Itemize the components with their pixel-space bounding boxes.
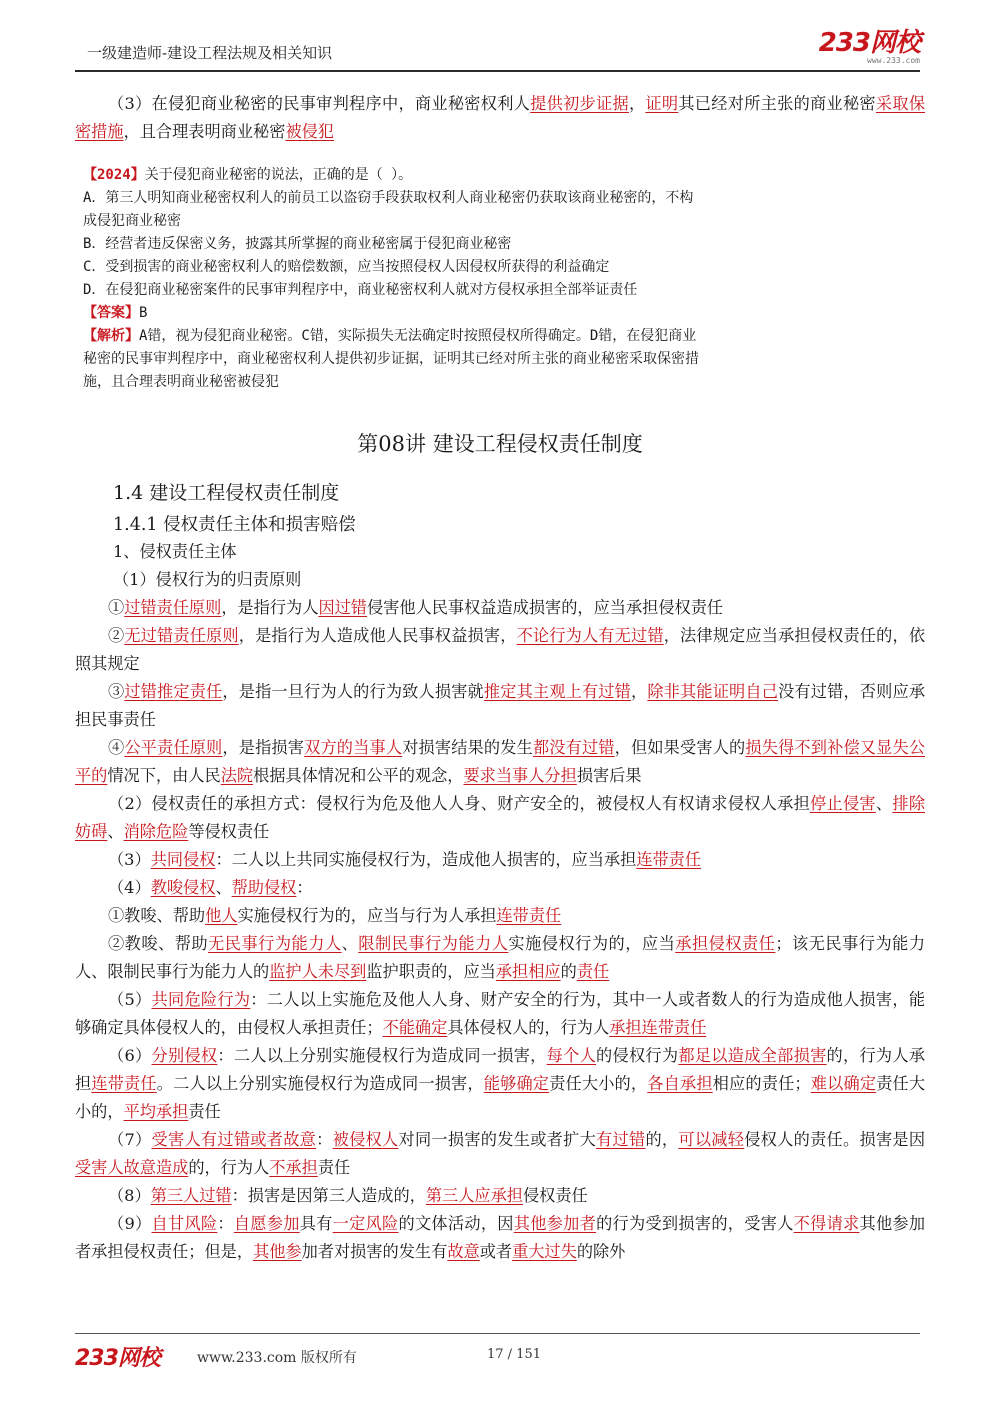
body-text: 的侵权行为 <box>596 1046 679 1065</box>
emphasis-text: 排除妨碍 <box>75 794 926 841</box>
brand-logo-url: www.233.com <box>867 56 920 65</box>
body-text: ① <box>108 598 125 617</box>
body-text: 、 <box>215 878 232 897</box>
analysis-line-2: 秘密的民事审判程序中，商业秘密权利人提供初步证据，证明其已经对所主张的商业秘密采取保密措 <box>83 351 699 367</box>
emphasis-text: 过错推定责任 <box>124 682 223 701</box>
emphasis-text: 他人 <box>205 906 238 925</box>
body-text: ，且合理表明商业秘密 <box>123 122 286 141</box>
body-text: ， <box>631 682 648 701</box>
emphasis-text: 连带责任 <box>496 906 562 925</box>
emphasis-text: 不论行为人有无过错 <box>516 626 664 645</box>
emphasis-text: 自甘风险 <box>151 1214 218 1233</box>
page-header <box>75 30 920 70</box>
body-text: ，但如果受害人的 <box>614 738 746 757</box>
section-heading-1-4-1: 1.4.1 侵权责任主体和损害赔偿 <box>113 515 356 535</box>
body-text: ：损害是因第三人造成的， <box>231 1186 426 1205</box>
body-text: （7） <box>108 1130 152 1149</box>
emphasis-text: 其他参 <box>253 1242 302 1261</box>
emphasis-text: 连带责任 <box>636 850 702 869</box>
emphasis-text: 要求当事人分担 <box>463 766 577 785</box>
emphasis-text: 重大过失 <box>512 1242 577 1261</box>
victim-fault <box>75 1126 925 1182</box>
body-text: ： <box>217 1214 234 1233</box>
body-text: 监护职责的，应当 <box>366 962 496 981</box>
emphasis-text: 损失得不到补偿又显失公平的 <box>75 738 926 785</box>
joint-danger <box>75 986 925 1042</box>
option-c: C．受到损害的商业秘密权利人的赔偿数额，应当按照侵权人因侵权所获得的利益确定 <box>83 259 610 275</box>
emphasis-text: 监护人未尽到 <box>269 962 367 981</box>
body-text: 其他参加者承担侵权责任；但是， <box>75 1214 926 1261</box>
principle-fault <box>75 594 925 622</box>
abetting-others <box>75 902 925 930</box>
body-text: 侵权责任 <box>523 1186 588 1205</box>
body-text: ： <box>296 878 313 897</box>
emphasis-text: 无民事行为能力人 <box>208 934 342 953</box>
emphasis-text: 双方的当事人 <box>304 738 403 757</box>
body-text: 的文体活动，因 <box>398 1214 514 1233</box>
emphasis-text: 除非其能证明自己 <box>647 682 779 701</box>
emphasis-text: 连带责任 <box>91 1074 157 1093</box>
body-text: 侵害他人民事权益造成损害的，应当承担侵权责任 <box>367 598 724 617</box>
lecture-title: 第08讲 建设工程侵权责任制度 <box>357 432 643 456</box>
emphasis-text: 有过错 <box>596 1130 646 1149</box>
body-text: ② <box>108 626 125 645</box>
principle-no-fault <box>75 622 925 678</box>
body-text: 、 <box>875 794 893 813</box>
emphasis-text: 承担相应 <box>495 962 561 981</box>
body-text: ：二人以上实施危及他人人身、财产安全的行为，其中一人或者数人的行为造成他人损害，能够确定具体侵权人的，由侵权人承担责任； <box>75 990 926 1037</box>
emphasis-text: 一定风险 <box>332 1214 399 1233</box>
emphasis-text: 其他参加者 <box>513 1214 597 1233</box>
body-text: ④ <box>108 738 125 757</box>
brand-logo <box>819 30 920 65</box>
emphasis-text: 承担连带责任 <box>609 1018 707 1037</box>
emphasis-text: 第三人过错 <box>150 1186 232 1205</box>
body-text: 责任 <box>317 1158 351 1177</box>
emphasis-text: 不承担 <box>269 1158 318 1177</box>
body-text: 责任大小的， <box>549 1074 648 1093</box>
emphasis-text: 可以减轻 <box>678 1130 745 1149</box>
emphasis-text: 都没有过错 <box>532 738 615 757</box>
emphasis-text: 教唆侵权 <box>150 878 216 897</box>
emphasis-text: 提供初步证据 <box>530 94 629 113</box>
body-text: 情况下，由人民 <box>107 766 221 785</box>
body-text: ③ <box>108 682 125 701</box>
body-text: ；该无民事行为能力人、限制民事行为能力人的 <box>75 934 926 981</box>
emphasis-text: 不能确定 <box>382 1018 448 1037</box>
emphasis-text: 共同侵权 <box>150 850 216 869</box>
principle-presumed-fault <box>75 678 925 734</box>
option-b: B．经营者违反保密义务，披露其所掌握的商业秘密属于侵犯商业秘密 <box>83 236 512 252</box>
body-text: 或者 <box>479 1242 513 1261</box>
emphasis-text: 难以确定 <box>810 1074 877 1093</box>
body-text: ①教唆、帮助 <box>108 906 206 925</box>
emphasis-text: 每个人 <box>546 1046 597 1065</box>
exam-question <box>75 164 925 394</box>
answer-value: B <box>139 305 148 321</box>
abetting-incapacitated <box>75 930 925 986</box>
emphasis-text: 责任 <box>576 962 610 981</box>
body-text: ： <box>316 1130 333 1149</box>
body-text: 的 <box>560 962 577 981</box>
emphasis-text: 能够确定 <box>483 1074 550 1093</box>
emphasis-text: 承担侵权责任 <box>675 934 776 953</box>
footer-copyright: www.233.com 版权所有 <box>197 1350 357 1366</box>
body-text: 侵权人的责任。损害是因 <box>744 1130 926 1149</box>
emphasis-text: 法院 <box>220 766 254 785</box>
body-text: 的行为受到损害的，受害人 <box>596 1214 794 1233</box>
emphasis-text: 无过错责任原则 <box>124 626 239 645</box>
emphasis-text: 自愿参加 <box>233 1214 300 1233</box>
body-text: 具体侵权人的，行为人 <box>447 1018 610 1037</box>
emphasis-text: 故意 <box>447 1242 480 1261</box>
body-text: 、 <box>341 934 359 953</box>
emphasis-text: 分别侵权 <box>151 1046 218 1065</box>
page-content <box>75 90 925 1266</box>
body-text: （2）侵权责任的承担方式：侵权行为危及他人人身、财产安全的，被侵权人有权请求侵权人承担 <box>108 794 811 813</box>
body-text: 的，行为人 <box>188 1158 270 1177</box>
emphasis-text: 平均承担 <box>123 1102 189 1121</box>
emphasis-text: 受害人有过错或者故意 <box>151 1130 317 1149</box>
body-text: 等侵权责任 <box>188 822 270 841</box>
footer-divider <box>75 1333 920 1334</box>
intro-paragraph <box>75 90 925 146</box>
body-text: 。二人以上分别实施侵权行为造成同一损害， <box>156 1074 484 1093</box>
body-text: ， <box>628 94 646 113</box>
body-text: ，是指一旦行为人的行为致人损害就 <box>222 682 484 701</box>
option-a-cont: 成侵犯商业秘密 <box>83 213 181 229</box>
third-party-fault <box>75 1182 925 1210</box>
emphasis-text: 各自承担 <box>647 1074 713 1093</box>
emphasis-text: 证明 <box>645 94 679 113</box>
analysis-tag: 【解析】 <box>83 328 139 344</box>
body-text: 加者对损害的发生有 <box>301 1242 448 1261</box>
body-text: （9） <box>108 1214 152 1233</box>
emphasis-text: 第三人应承担 <box>425 1186 523 1205</box>
body-text: 、 <box>107 822 124 841</box>
liability-methods <box>75 790 925 846</box>
page-footer <box>75 1333 920 1373</box>
answer-line <box>75 302 925 325</box>
emphasis-text: 消除危险 <box>123 822 189 841</box>
joint-tort <box>75 846 925 874</box>
body-text: ②教唆、帮助 <box>108 934 209 953</box>
emphasis-text: 共同危险行为 <box>151 990 251 1009</box>
body-text: （5） <box>108 990 152 1009</box>
emphasis-text: 停止侵害 <box>810 794 876 813</box>
body-text: 损害后果 <box>576 766 642 785</box>
answer-tag: 【答案】 <box>83 305 139 321</box>
emphasis-text: 推定其主观上有过错 <box>483 682 631 701</box>
analysis-line-1: 【解析】A错，视为侵犯商业秘密。C错，实际损失无法确定时按照侵权所得确定。D错，在侵犯商业 <box>83 328 697 344</box>
body-text: （4） <box>108 878 151 897</box>
question-year-tag: 【2024】 <box>83 167 145 183</box>
body-text: ：二人以上共同实施侵权行为，造成他人损害的，应当承担 <box>215 850 637 869</box>
body-text: ，是指行为人 <box>221 598 319 617</box>
body-text: 责任 <box>188 1102 221 1121</box>
body-text: 实施侵权行为的，应当与行为人承担 <box>237 906 497 925</box>
emphasis-text: 限制民事行为能力人 <box>358 934 509 953</box>
emphasis-text: 因过错 <box>318 598 367 617</box>
option-d: D．在侵犯商业秘密案件的民事审判程序中，商业秘密权利人就对方侵权承担全部举证责任 <box>83 282 638 298</box>
body-text: 责任大小的， <box>75 1074 926 1121</box>
emphasis-text: 帮助侵权 <box>231 878 297 897</box>
emphasis-text: 过错责任原则 <box>124 598 222 617</box>
abetting-tort <box>75 874 925 902</box>
body-text: 根据具体情况和公平的观念， <box>253 766 464 785</box>
body-text: （8） <box>108 1186 151 1205</box>
body-text: 对同一损害的发生或者扩大 <box>398 1130 597 1149</box>
body-text: 的， <box>645 1130 679 1149</box>
principle-fairness <box>75 734 925 790</box>
body-text: 具有 <box>299 1214 333 1233</box>
question-stem: 【2024】关于侵犯商业秘密的说法，正确的是（ ）。 <box>83 167 413 183</box>
emphasis-text: 都足以造成全部损害 <box>678 1046 827 1065</box>
assumption-of-risk <box>75 1210 925 1266</box>
emphasis-text: 受害人故意造成 <box>75 1158 189 1177</box>
footer-logo: 233网校 <box>75 1346 160 1371</box>
body-text: ，是指损害 <box>222 738 305 757</box>
header-divider <box>75 70 920 72</box>
principles-heading: （1）侵权行为的归责原则 <box>113 570 302 589</box>
page-number: 17 / 151 <box>487 1347 541 1362</box>
body-text: 的除外 <box>576 1242 626 1261</box>
body-text: （3）在侵犯商业秘密的民事审判程序中，商业秘密权利人 <box>108 94 531 113</box>
option-a: A．第三人明知商业秘密权利人的前员工以盗窃手段获取权利人商业秘密仍获取该商业秘密的，不构 <box>83 190 694 206</box>
emphasis-text: 被侵权人 <box>332 1130 399 1149</box>
separate-tort <box>75 1042 925 1126</box>
emphasis-text: 被侵犯 <box>285 122 334 141</box>
body-text: 实施侵权行为的，应当 <box>508 934 676 953</box>
section-heading-1-4: 1.4 建设工程侵权责任制度 <box>113 482 340 504</box>
emphasis-text: 不得请求 <box>793 1214 860 1233</box>
emphasis-text: 公平责任原则 <box>124 738 223 757</box>
body-text: 没有过错，否则应承担民事责任 <box>75 682 926 729</box>
brand-logo-text: 233网校 <box>818 28 920 58</box>
header-title: 一级建造师-建设工程法规及相关知识 <box>87 44 333 62</box>
subject-heading: 1、侵权责任主体 <box>113 542 237 561</box>
analysis-line-3: 施，且合理表明商业秘密被侵犯 <box>83 374 279 390</box>
body-text: 对损害结果的发生 <box>402 738 533 757</box>
body-text: 的，行为人承担 <box>75 1046 926 1093</box>
body-text: （3） <box>108 850 151 869</box>
body-text: （6） <box>108 1046 152 1065</box>
body-text: ，是指行为人造成他人民事权益损害， <box>238 626 517 645</box>
body-text: 相应的责任； <box>712 1074 811 1093</box>
emphasis-text: 采取保密措施 <box>75 94 926 141</box>
body-text: 其已经对所主张的商业秘密 <box>678 94 876 113</box>
body-text: ，法律规定应当承担侵权责任的，依照其规定 <box>75 626 926 673</box>
body-text: ：二人以上分别实施侵权行为造成同一损害， <box>217 1046 547 1065</box>
